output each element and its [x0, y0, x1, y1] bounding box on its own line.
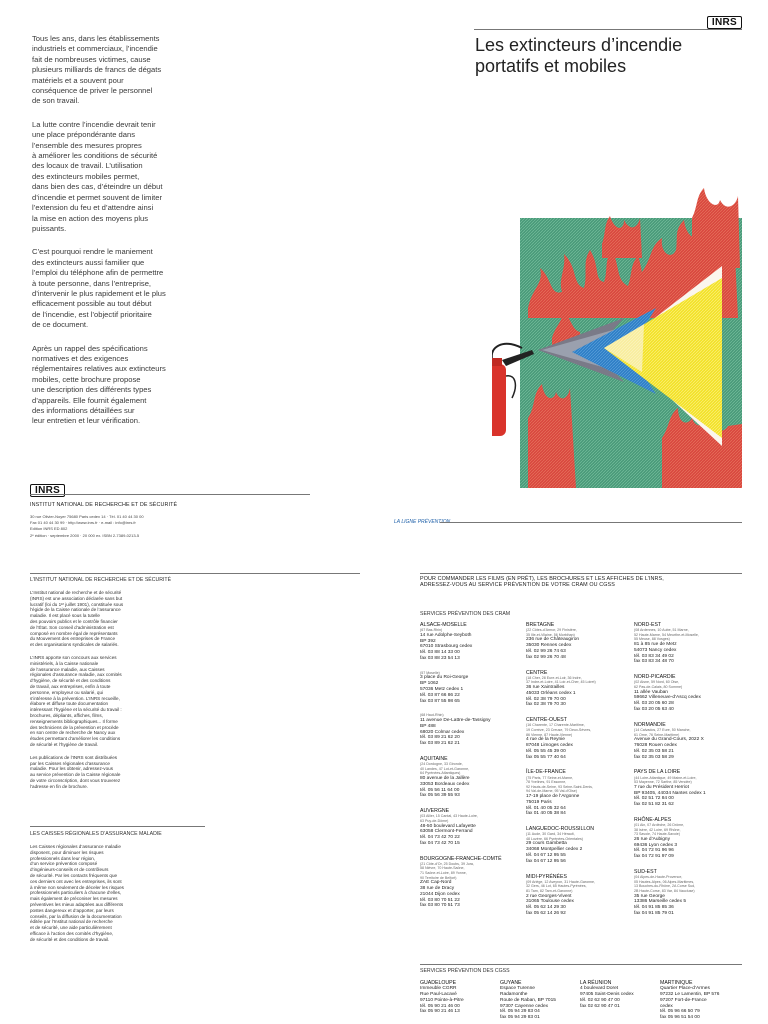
- region-name: SUD-EST: [634, 869, 657, 876]
- region-name: AUVERGNE: [420, 808, 450, 815]
- region-departments: (18 Cher, 28 Eure-et-Loir, 36 Indre, 37 Indre-et-Loire, 41 Loir-et-Cher, 45 Loiret): [526, 675, 596, 685]
- region-name: PAYS DE LA LOIRE: [634, 769, 681, 776]
- region-name: MIDI-PYRÉNÉES: [526, 873, 567, 880]
- cgss-rule: [420, 964, 742, 965]
- region-name: NORD-PICARDIE: [634, 674, 676, 681]
- region-address: 26 rue d’Aubigny 69436 Lyon cedex 3 tél. 04 72 91 96 96 fax 04 72 91 97 09: [634, 836, 678, 860]
- region-departments: (22 Côtes-d’Armor, 29 Finistère, 35 Ille-et-Vilaine, 56 Morbihan): [526, 628, 577, 637]
- intro-paragraph: Tous les ans, dans les établissements industriels et commerciaux, l’incendie fait de nombreuses victimes, cause plusieurs milliards de francs de dégats matériels et a souvent pour conséquence de priver le personnel de son travail.: [32, 34, 162, 106]
- cgss-entry: [660, 980, 720, 1021]
- cgss-entry: [420, 980, 480, 1015]
- region-departments: (21 Côte-d’Or, 25 Doubs, 39 Jura, 58 Nièvre, 70 Haute-Saône, 71 Saône-et-Loire, 89 Yonne, 90 Territoire de Belfort): [420, 861, 474, 880]
- intro-paragraph: Après un rappel des spécifications normatives et des exigences réglementaires relatives aux extincteurs mobiles, cette brochure propose une description des différents types d’appareils. Elle fournit également des informations détaillées sur leur entretien et leur vérification.: [32, 343, 166, 426]
- region-departments: (14 Calvados, 27 Eure, 50 Manche, 61 Orne, 76 Seine-Maritime): [634, 727, 691, 737]
- cram-rule: [30, 826, 205, 827]
- region-address: 14 rue Adolphe-Seyboth BP 392 67010 Strasbourg cedex tél. 03 88 14 33 00 fax 03 88 23 54 13: [420, 632, 473, 661]
- region-address: 11 avenue De-Lattre-de-Tassigny BP 488 68020 Colmar cedex tél. 03 89 21 62 20 fax 03 89 21 62 21: [420, 717, 491, 747]
- region-address: 7 rue du Président Herriot BP 93405, 44034 Nantes cedex 1 tél. 02 51 72 84 00 fax 02 51 82 31 62: [634, 784, 706, 808]
- cgss-name: LA RÉUNION: [580, 980, 612, 986]
- cram-region: [634, 869, 716, 917]
- region-departments: (24 Dordogne, 33 Gironde, 40 Landes, 47 Lot-et-Garonne, 64 Pyrénées-Atlantiques): [420, 762, 470, 776]
- region-address: ZAE Cap-Nord 38 rue de Dracy 21044 Dijon cedex tél. 03 80 70 51 22 fax 03 80 70 51 73: [420, 880, 460, 909]
- publisher-logo: INRS: [30, 484, 65, 497]
- publisher-address: 30 rue Olivier-Noyer 75680 Paris cedex 14 · Tél. 01 40 44 30 00 Fax 01 40 44 30 99 · http://www.inrs.fr · e-mail : info@inrs.fr: [30, 514, 144, 525]
- cram-services-title: SERVICES PRÉVENTION DES CRAM: [420, 611, 511, 617]
- cram-region: [526, 622, 608, 661]
- region-departments: (01 Ain, 07 Ardèche, 26 Drôme, 38 Isère, 42 Loire, 69 Rhône, 73 Savoie, 74 Haute-Savoie): [634, 823, 685, 837]
- back-rule-left: [30, 573, 360, 574]
- region-name: NORMANDIE: [634, 721, 666, 728]
- intro-paragraph: La lutte contre l’incendie devrait tenir une place prépondérante dans l’ensemble des mesures propres à améliorer les conditions de sécurité des locaux de travail. L’utilisation des extincteurs mobiles permet, dans bien des cas, d’éteindre un début d’incendie et permet souvent de limiter l’extension du feu et d’attendre ainsi la mise en action des moyens plus puissants.: [32, 119, 163, 233]
- cgss-entry: [500, 980, 560, 1021]
- region-name: AQUITAINE: [420, 755, 448, 762]
- region-address: 2 rue Georges-Vivent 31065 Toulouse cedex tél. 05 62 14 29 30 fax 05 62 14 26 92: [526, 893, 574, 917]
- publisher-rule: [30, 494, 310, 495]
- cram-region: [634, 674, 716, 713]
- intro-paragraph: C’est pourquoi rendre le maniement des extincteurs aussi familier que l’emploi du téléphone afin de permettre à toute personne, dans l’entreprise, d’intervenir le plus rapidement et le plus efficacement possible au tout début de l’incendie, est l’objectif prioritaire de ce document.: [32, 247, 166, 330]
- region-departments: (03 Allier, 15 Cantal, 43 Haute-Loire, 63 Puy-de-Dôme): [420, 814, 478, 823]
- cram-region: [526, 670, 608, 709]
- region-departments: (67 Bas-Rhin): [420, 628, 443, 633]
- region-departments: (04 Alpes-de-Haute-Provence, 05 Hautes-Alpes, 06 Alpes-Maritimes, 13 Bouches-du-Rhône, 2A Corse Sud, 2B Haute-Corse, 83 Var, 84 Vaucluse): [634, 875, 696, 894]
- cram-column: [526, 622, 608, 926]
- region-departments: (75 Paris, 77 Seine-et-Marne, 78 Yvelines, 91 Essonne, 92 Hauts-de-Seine, 93 Seine-Saint-Denis, 94 Val-de-Marne, 95 Val-d’Oise): [526, 775, 593, 794]
- region-address: Avenue du Grand-Cours, 2022 X 76028 Rouen cedex tél. 02 35 03 58 21 fax 02 35 03 58 29: [634, 737, 704, 760]
- cram-region: [634, 622, 716, 665]
- cram-region: [634, 817, 716, 860]
- cram-region: [420, 856, 502, 910]
- region-address: 236 rue de Châteaugiron 35030 Rennes cedex tél. 02 99 26 74 63 fax 02 99 26 70 48: [526, 637, 580, 660]
- region-name: BOURGOGNE-FRANCHE-COMTÉ: [420, 855, 502, 862]
- region-name: BRETAGNE: [526, 622, 555, 628]
- cram-paragraph: Les Caisses régionales d’assurance maladie disposent, pour diminuer les risques professionnels dans leur région, d’un service prévention composé d’ingénieurs-conseils et de contrôleurs de sécurité. Par les contacts fréquents que ces derniers ont avec les entreprises, ils sont à même non seulement de déceler les risques professionnels particuliers à chacune d’elles, mais également de préconiser les mesures préventives les mieux adaptées aux différents postes dangereux et d’apporter, par leurs conseils, par la diffusion de la documentation éditée par l’Institut national de recherche et de sécurité, une aide particulièrement efficace à l’action des comités d’hygiène, de sécurité et des conditions de travail.: [30, 844, 124, 942]
- page-title: Les extincteurs d’incendie portatifs et mobiles: [475, 35, 683, 76]
- publisher-edition: Edition INRS ED 802: [30, 526, 68, 532]
- cram-region: [634, 769, 716, 808]
- region-address: 17-19 place de l’Argonne 75019 Paris tél. 01 40 05 32 64 fax 01 40 05 38 84: [526, 793, 580, 817]
- region-address: 4 rue de la Reynie 87048 Limoges cedex tél. 05 55 45 39 00 fax 05 55 77 40 64: [526, 737, 573, 760]
- region-name: CENTRE-OUEST: [526, 717, 567, 724]
- cram-region: [526, 826, 608, 865]
- region-departments: (09 Ariège, 12 Aveyron, 31 Haute-Garonne, 32 Gers, 46 Lot, 65 Hautes-Pyrénées, 81 Tarn, 82 Tarn-et-Garonne): [526, 879, 596, 894]
- intro-text: [32, 34, 182, 440]
- region-name: CENTRE: [526, 669, 548, 676]
- institute-heading: L’INSTITUT NATIONAL DE RECHERCHE ET DE SÉCURITÉ: [30, 577, 172, 583]
- header-logo: [707, 12, 742, 30]
- institute-text: [30, 590, 180, 790]
- series-label: LA LIGNE PRÉVENTION: [394, 519, 451, 525]
- region-address: 35 rue George 13386 Marseille cedex 5 tél. 04 91 85 85 36 fax 04 91 85 79 01: [634, 893, 686, 917]
- publisher-print-info: 2ᵉ édition · septembre 2000 · 20 000 ex. ISBN 2-7389-0213-5: [30, 532, 140, 538]
- cgss-name: GUADELOUPE: [420, 980, 457, 986]
- region-address: 29 cours Gambetta 34068 Montpellier cedex 2 tél. 04 67 12 95 55 fax 04 67 12 95 56: [526, 841, 583, 864]
- institute-paragraph: Les publications de l’INRS sont distribuées par les Caisses régionales d’assurance maladie. Pour les obtenir, adressez-vous au service prévention de la Caisse régionale de votre circonscription, dont vous trouverez l’adresse en fin de brochure.: [30, 754, 121, 789]
- order-heading: POUR COMMANDER LES FILMS (EN PRÊT), LES BROCHURES ET LES AFFICHES DE L’INRS, ADRESSEZ-VOUS AU SERVICE PRÉVENTION DE VOTRE CRAM OU CGSS: [420, 576, 664, 589]
- region-departments: (02 Aisne, 59 Nord, 60 Oise, 62 Pas-de-Calais, 80 Somme): [634, 680, 683, 689]
- fire-extinguisher-artwork: [492, 188, 742, 488]
- region-address: 11 allée Vauban 59662 Villeneuve-d’Ascq cedex tél. 03 20 05 60 28 fax 03 20 05 63 40: [634, 689, 701, 712]
- cram-region: [420, 622, 502, 662]
- cram-region: [526, 717, 608, 760]
- back-rule-right: [420, 573, 742, 574]
- cram-region: [526, 874, 608, 917]
- cgss-name: MARTINIQUE: [660, 980, 693, 986]
- region-name: LANGUEDOC-ROUSSILLON: [526, 826, 595, 833]
- region-departments: (68 Haut-Rhin): [420, 713, 444, 718]
- cgss-address: 4 boulevard Doret 97405 Saint-Denis cedex tél. 02 62 90 47 00 fax 02 62 90 47 01: [580, 986, 634, 1009]
- region-name: RHÔNE-ALPES: [634, 816, 672, 823]
- region-departments: (44 Loire-Atlantique, 49 Maine-et-Loire, 53 Mayenne, 72 Sarthe, 85 Vendée): [634, 775, 697, 785]
- region-address: 80 avenue de la Jallère 33053 Bordeaux cedex tél. 05 56 11 64 00 fax 05 56 39 55 93: [420, 775, 470, 799]
- inrs-logo: INRS: [707, 16, 742, 29]
- region-departments: (11 Aude, 30 Gard, 34 Hérault, 48 Lozère, 66 Pyrénées-Orientales): [526, 832, 583, 841]
- publisher-name: INSTITUT NATIONAL DE RECHERCHE ET DE SÉCURITÉ: [30, 502, 178, 508]
- cgss-address: Espace Turenne Radamonthe Route de Raban, BP 7015 97307 Cayenne cedex tél. 05 94 29 83 04 fax 05 94 29 83 01: [500, 986, 556, 1021]
- cram-region: [634, 722, 716, 761]
- region-name: ÎLE-DE-FRANCE: [526, 769, 566, 776]
- cram-heading: LES CAISSES RÉGIONALES D’ASSURANCE MALADIE: [30, 831, 162, 837]
- cgss-entry: [580, 980, 640, 1009]
- header-rule: [474, 29, 742, 30]
- region-address: 48-50 boulevard Lafayette 63058 Clermont-Ferrand tél. 04 73 42 70 22 fax 04 73 42 70 15: [420, 823, 476, 846]
- cram-region: [420, 713, 502, 747]
- region-departments: (16 Charente, 17 Charente-Maritime, 19 Corrèze, 23 Creuse, 79 Deux-Sèvres, 86 Vienne, 87 Haute-Vienne): [526, 723, 592, 737]
- cram-region: [420, 671, 502, 705]
- publisher-block: [30, 480, 330, 538]
- cram-column: [634, 622, 716, 926]
- region-departments: (08 Ardennes, 10 Aube, 51 Marne, 52 Haute-Marne, 54 Meurthe-et-Moselle, 55 Meuse, 88 Vosges): [634, 628, 699, 642]
- region-departments: (57 Moselle): [420, 670, 440, 675]
- region-address: 81 à 85 rue de Metz 54073 Nancy cedex tél. 03 83 34 49 02 fax 03 83 34 48 70: [634, 641, 677, 665]
- cgss-name: GUYANE: [500, 980, 522, 986]
- cgss-address: Quartier Place-d’Armes 97232 Le Lamentin, BP 576 97207 Fort-de-France cedex tél. 05 96 66 50 79 fax 05 96 51 54 00: [660, 986, 720, 1021]
- cgss-services-title: SERVICES PRÉVENTION DES CGSS: [420, 968, 510, 974]
- region-address: 3 place du Roi-George BP 1062 57036 Metz cedex 1 tél. 03 87 66 86 22 fax 03 87 55 98 65: [420, 675, 469, 704]
- cram-region: [420, 756, 502, 799]
- cram-region: [526, 769, 608, 817]
- institute-paragraph: L’INRS apporte son concours aux services ministériels, à la Caisse nationale de l’assurance maladie, aux Caisses régionales d’assurance maladie, aux comités d’hygiène, de sécurité et des conditions de travail, aux entreprises, enfin à toute personne, employeur ou salarié, qui s’intéresse à la prévention. L’INRS recueille, élabore et diffuse toute documentation intéressant l’hygiène et la sécurité du travail : brochures, dépliants, affiches, films, renseignements bibliographiques... Il forme des techniciens de la prévention et procède en son centre de recherche de Nancy aux études permettant d’améliorer les conditions de sécurité et l’hygiène de travail.: [30, 654, 122, 747]
- cram-region: [420, 808, 502, 847]
- series-rule: [440, 522, 742, 523]
- region-name: NORD-EST: [634, 622, 662, 628]
- region-name: ALSACE-MOSELLE: [420, 622, 467, 628]
- region-address: 36 rue Xaintrailles 45033 Orléans cedex 1 tél. 02 38 79 70 00 fax 02 38 79 70 30: [526, 684, 576, 708]
- cover-illustration: [492, 188, 742, 488]
- institute-paragraph: L’Institut national de recherche et de sécurité (INRS) est une association déclarée sans but lucratif (loi du 1ᵉʳ juillet 1901), constituée sous l’égide de la Caisse nationale de l’assurance maladie. Il est placé sous la tutelle des pouvoirs publics et le contrôle financier de l’État. Son conseil d’administration est composé en nombre égal de représentants du Mouvement des entreprises de France et des organisations syndicales de salariés.: [30, 590, 124, 648]
- cram-column: [420, 622, 502, 918]
- cgss-address: Immeuble CGRR Rue Paul-Lacavé 97110 Pointe-à-Pitre tél. 05 90 21 46 00 fax 05 90 21 46 13: [420, 986, 464, 1015]
